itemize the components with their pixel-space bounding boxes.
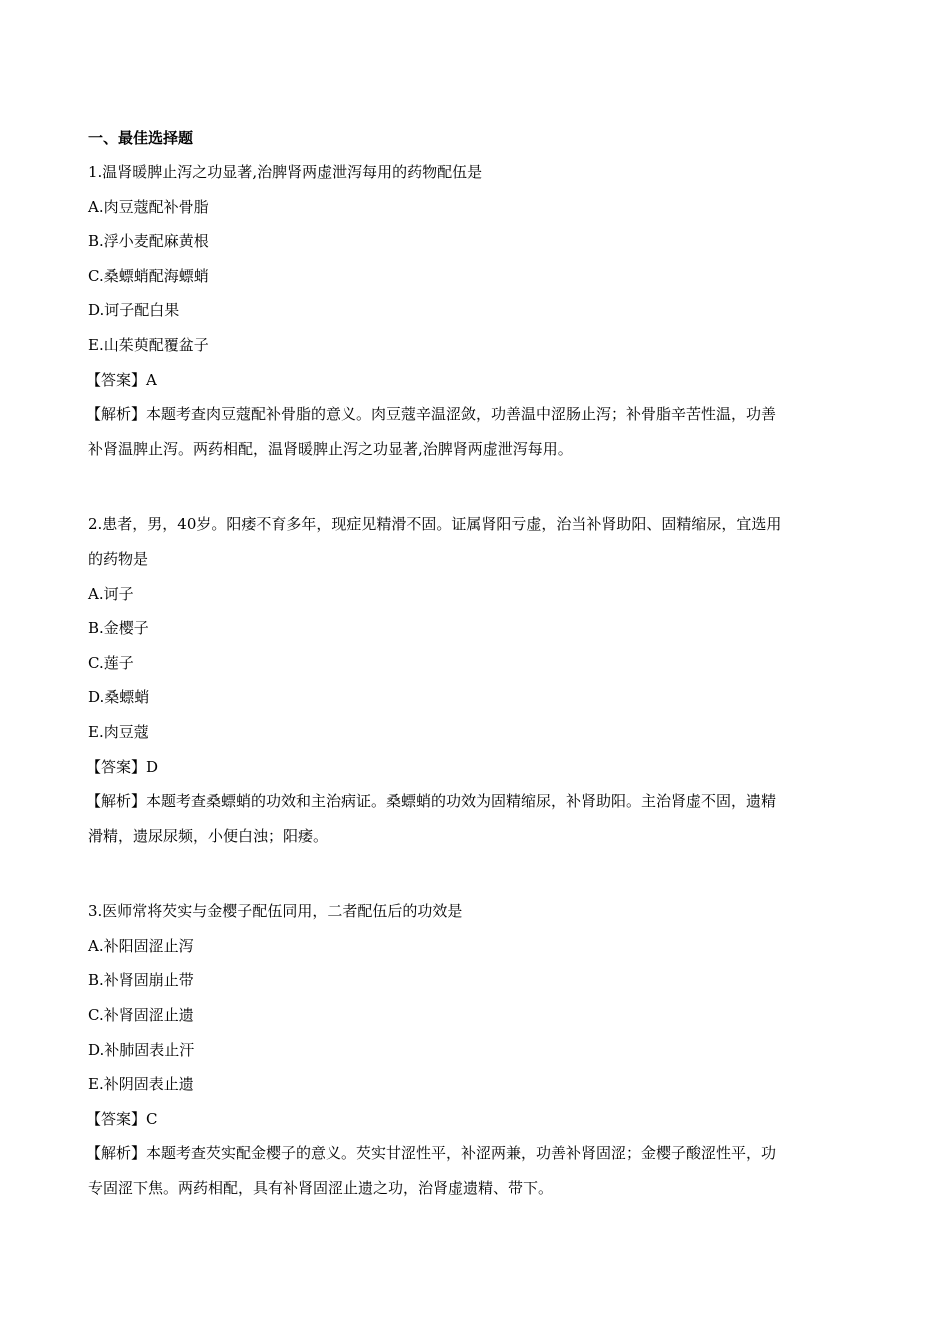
explanation-label: 【解析】 bbox=[86, 405, 147, 424]
question-2-option-b: B.金樱子 bbox=[88, 619, 149, 638]
question-1-option-b: B.浮小麦配麻黄根 bbox=[88, 232, 209, 251]
question-1-answer bbox=[86, 370, 860, 390]
question-2 bbox=[88, 514, 860, 845]
answer-label: 【答案】 bbox=[86, 370, 147, 389]
question-2-option-e: E.肉豆蔻 bbox=[88, 722, 149, 741]
question-gap bbox=[88, 860, 860, 901]
question-3-option-b: B.补肾固崩止带 bbox=[88, 971, 194, 990]
question-2-stem-line-2: 的药物是 bbox=[88, 549, 149, 568]
question-2-option-d: D.桑螵蛸 bbox=[88, 688, 150, 707]
question-3-explanation-line-1 bbox=[86, 1143, 860, 1163]
question-3-option-c: C.补肾固涩止遗 bbox=[88, 1006, 194, 1025]
question-1-option-e: E.山茱萸配覆盆子 bbox=[88, 335, 209, 354]
question-1-explanation-line-2: 补肾温脾止泻。两药相配，温肾暖脾止泻之功显著,治脾肾两虚泄泻每用。 bbox=[88, 439, 573, 458]
question-1-option-c: C.桑螵蛸配海螵蛸 bbox=[88, 266, 209, 285]
question-1-stem: 1.温肾暖脾止泻之功显著,治脾肾两虚泄泻每用的药物配伍是 bbox=[88, 163, 483, 181]
answer-value: A bbox=[146, 370, 157, 389]
question-1-option-a: A.肉豆蔻配补骨脂 bbox=[88, 197, 209, 216]
question-2-option-c: C.莲子 bbox=[88, 653, 134, 672]
question-2-explanation-line-2: 滑精，遗尿尿频，小便白浊；阳痿。 bbox=[88, 826, 329, 845]
question-2-explanation-line-1 bbox=[86, 791, 860, 811]
question-1-option-d: D.诃子配白果 bbox=[88, 301, 180, 320]
question-2-option-a: A.诃子 bbox=[88, 584, 134, 603]
explanation-label: 【解析】 bbox=[86, 1144, 147, 1163]
explanation-label: 【解析】 bbox=[86, 792, 147, 811]
question-3-option-e: E.补阴固表止遗 bbox=[88, 1075, 194, 1094]
explanation-text: 本题考查桑螵蛸的功效和主治病证。桑螵蛸的功效为固精缩尿，补肾助阳。主治肾虚不固，遗精 bbox=[146, 792, 777, 811]
question-1 bbox=[88, 162, 860, 459]
section-title: 一、最佳选择题 bbox=[88, 129, 194, 147]
page-content bbox=[88, 128, 860, 1213]
question-3-stem: 3.医师常将芡实与金樱子配伍同用，二者配伍后的功效是 bbox=[88, 902, 463, 921]
question-3-answer bbox=[86, 1109, 860, 1129]
question-3-option-d: D.补肺固表止汗 bbox=[88, 1040, 195, 1059]
question-3-option-a: A.补阳固涩止泻 bbox=[88, 936, 194, 955]
question-3 bbox=[88, 901, 860, 1198]
question-1-explanation-line-1 bbox=[86, 404, 860, 424]
answer-label: 【答案】 bbox=[86, 1109, 147, 1128]
answer-value: C bbox=[146, 1109, 158, 1128]
question-3-explanation-line-2: 专固涩下焦。两药相配，具有补肾固涩止遗之功，治肾虚遗精、带下。 bbox=[88, 1179, 554, 1198]
question-2-stem-line-1: 2.患者，男，40岁。阳痿不育多年，现症见精滑不固。证属肾阳亏虚，治当补肾助阳、固精缩尿，宜选用 bbox=[88, 515, 782, 534]
question-2-answer bbox=[86, 757, 860, 777]
explanation-text: 本题考查肉豆蔻配补骨脂的意义。肉豆蔻辛温涩敛，功善温中涩肠止泻；补骨脂辛苦性温，功善 bbox=[146, 405, 777, 424]
explanation-text: 本题考查芡实配金樱子的意义。芡实甘涩性平，补涩两兼，功善补肾固涩；金樱子酸涩性平，功 bbox=[146, 1144, 777, 1163]
answer-label: 【答案】 bbox=[86, 757, 147, 776]
answer-value: D bbox=[146, 757, 159, 776]
question-gap bbox=[88, 473, 860, 514]
